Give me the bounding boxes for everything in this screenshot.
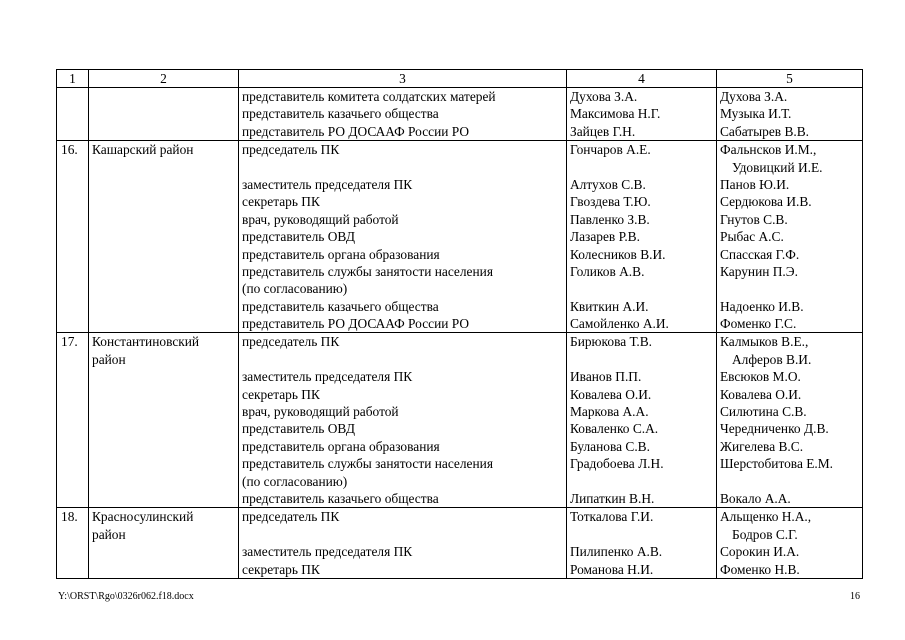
member-line: Голиков А.В.: [570, 263, 645, 279]
reserve-line: [720, 280, 859, 297]
role-line: секретарь ПК: [242, 386, 320, 402]
commission-table: [56, 69, 863, 579]
district-name-line: Кашарский район: [92, 142, 194, 158]
reserve-cell: [717, 141, 863, 333]
member-line: Максимова Н.Г.: [570, 106, 661, 122]
role-cell: [239, 141, 567, 333]
reserve-line: Калмыков В.Е.,: [720, 334, 809, 350]
reserve-line: Жигелева В.С.: [720, 438, 804, 454]
role-line: [242, 159, 563, 176]
row-number-cell: [57, 333, 89, 508]
role-line: врач, руководящий работой: [242, 404, 399, 420]
member-line: [570, 473, 713, 490]
reserve-line: Надоенко И.В.: [720, 298, 804, 314]
footer-file-path: Y:\ORST\Rgo\0326r062.f18.docx: [58, 591, 194, 602]
member-line: Колесников В.И.: [570, 246, 666, 262]
role-cell: [239, 88, 567, 141]
table-row: [57, 141, 863, 333]
district-name-line: район: [92, 526, 126, 542]
member-line: Липаткин В.Н.: [570, 490, 655, 506]
row-number: 17.: [61, 334, 78, 350]
role-line: заместитель председателя ПК: [242, 544, 413, 560]
district-cell: [89, 333, 239, 508]
reserve-line: Вокало А.А.: [720, 490, 791, 506]
row-number: [61, 88, 85, 105]
role-line: секретарь ПК: [242, 561, 320, 577]
member-line: Квиткин А.И.: [570, 298, 649, 314]
table-row: [57, 508, 863, 579]
reserve-line: Фоменко Н.В.: [720, 561, 800, 577]
role-line: представитель казачьего общества: [242, 490, 439, 506]
member-line: Павленко З.В.: [570, 211, 650, 227]
role-line: представитель службы занятости населения: [242, 456, 493, 472]
role-cell: [239, 333, 567, 508]
member-line: Маркова А.А.: [570, 404, 649, 420]
member-line: Градобоева Л.Н.: [570, 456, 664, 472]
district-name-line: Константиновский: [92, 334, 200, 350]
row-number: 16.: [61, 142, 78, 158]
role-line: представитель службы занятости населения: [242, 263, 493, 279]
member-line: Бирюкова Т.В.: [570, 334, 652, 350]
reserve-line: Евсюков М.О.: [720, 369, 801, 385]
reserve-line: Удовицкий И.Е.: [732, 159, 823, 175]
role-line: [242, 351, 563, 368]
role-line: заместитель председателя ПК: [242, 369, 413, 385]
member-line: Иванов П.П.: [570, 369, 642, 385]
member-line: [570, 159, 713, 176]
footer-page-number: 16: [850, 591, 860, 602]
reserve-cell: [717, 88, 863, 141]
header-cell-3: 3: [239, 70, 567, 88]
role-line: председатель ПК: [242, 509, 340, 525]
role-line: (по согласованию): [242, 473, 348, 489]
member-line: Зайцев Г.Н.: [570, 123, 636, 139]
member-line: Лазарев Р.В.: [570, 229, 640, 245]
reserve-line: [720, 473, 859, 490]
member-line: Тоткалова Г.И.: [570, 509, 654, 525]
member-cell: [567, 88, 717, 141]
row-number: 18.: [61, 509, 78, 525]
reserve-line: Алферов В.И.: [732, 351, 812, 367]
member-line: Романова Н.И.: [570, 561, 654, 577]
member-line: Духова З.А.: [570, 89, 638, 104]
reserve-line: Ковалева О.И.: [720, 386, 802, 402]
role-line: представитель комитета солдатских матерей: [242, 89, 496, 104]
member-line: Гвоздева Т.Ю.: [570, 194, 651, 210]
reserve-line: Спасская Г.Ф.: [720, 246, 800, 262]
header-cell-2: 2: [89, 70, 239, 88]
role-line: представитель органа образования: [242, 246, 440, 262]
role-line: заместитель председателя ПК: [242, 176, 413, 192]
member-cell: [567, 141, 717, 333]
row-number-cell: [57, 508, 89, 579]
role-line: представитель РО ДОСААФ России РО: [242, 316, 470, 332]
role-cell: [239, 508, 567, 579]
header-cell-5: 5: [717, 70, 863, 88]
member-line: Ковалева О.И.: [570, 386, 652, 402]
role-line: представитель казачьего общества: [242, 106, 439, 122]
header-cell-4: 4: [567, 70, 717, 88]
reserve-line: Фальнсков И.М.,: [720, 142, 817, 158]
reserve-line: Карунин П.Э.: [720, 263, 798, 279]
table-header-row: [57, 70, 863, 88]
member-cell: [567, 333, 717, 508]
role-line: представитель ОВД: [242, 229, 355, 245]
table-row: [57, 333, 863, 508]
role-line: председатель ПК: [242, 142, 340, 158]
table-row: [57, 88, 863, 141]
reserve-line: Духова З.А.: [720, 89, 788, 104]
role-line: [242, 526, 563, 543]
reserve-line: Гнутов С.В.: [720, 211, 788, 227]
role-line: представитель органа образования: [242, 438, 440, 454]
member-line: Самойленко А.И.: [570, 316, 669, 332]
reserve-line: Сердюкова И.В.: [720, 194, 812, 210]
table-body: [57, 70, 863, 579]
district-cell: [89, 508, 239, 579]
member-line: Гончаров А.Е.: [570, 142, 651, 158]
reserve-line: Шерстобитова Е.М.: [720, 456, 834, 472]
district-name-line: район: [92, 351, 126, 367]
member-line: Буланова С.В.: [570, 438, 650, 454]
member-line: Пилипенко А.В.: [570, 544, 663, 560]
reserve-line: Музыка И.Т.: [720, 106, 792, 122]
member-line: [570, 351, 713, 368]
reserve-line: Фоменко Г.С.: [720, 316, 797, 332]
role-line: представитель казачьего общества: [242, 298, 439, 314]
member-line: [570, 280, 713, 297]
district-cell: [89, 141, 239, 333]
reserve-line: Панов Ю.И.: [720, 176, 790, 192]
reserve-line: Сабатырев В.В.: [720, 123, 810, 139]
role-line: представитель РО ДОСААФ России РО: [242, 123, 470, 139]
row-number-cell: [57, 88, 89, 141]
role-line: председатель ПК: [242, 334, 340, 350]
reserve-cell: [717, 508, 863, 579]
district-cell: [89, 88, 239, 141]
member-line: [570, 526, 713, 543]
row-number-cell: [57, 141, 89, 333]
reserve-line: Рыбас А.С.: [720, 229, 784, 245]
member-line: Алтухов С.В.: [570, 176, 646, 192]
header-cell-1: 1: [57, 70, 89, 88]
reserve-line: Чередниченко Д.В.: [720, 421, 829, 437]
reserve-line: Силютина С.В.: [720, 404, 807, 420]
role-line: представитель ОВД: [242, 421, 355, 437]
member-cell: [567, 508, 717, 579]
district-name-line: Красносулинский: [92, 509, 194, 525]
role-line: секретарь ПК: [242, 194, 320, 210]
reserve-cell: [717, 333, 863, 508]
reserve-line: Альщенко Н.А.,: [720, 509, 812, 525]
reserve-line: Сорокин И.А.: [720, 544, 800, 560]
reserve-line: Бодров С.Г.: [732, 526, 798, 542]
role-line: (по согласованию): [242, 281, 348, 297]
member-line: Коваленко С.А.: [570, 421, 659, 437]
role-line: врач, руководящий работой: [242, 211, 399, 227]
